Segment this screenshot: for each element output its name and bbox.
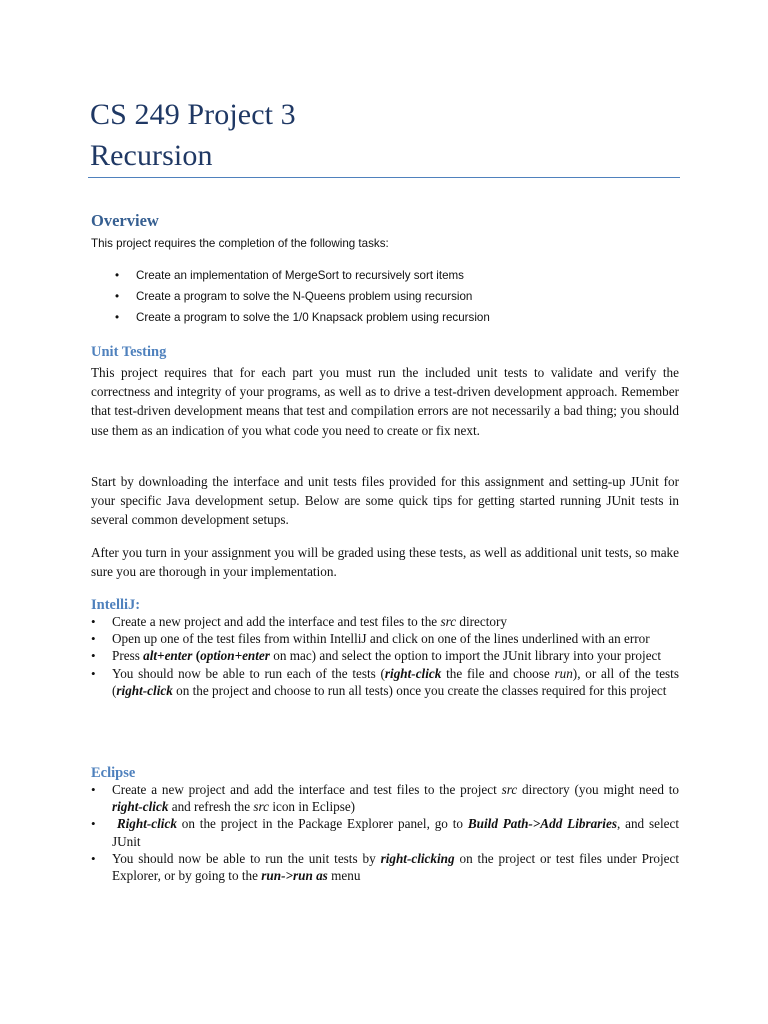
bullet-icon: • [91,850,96,866]
unit-testing-heading: Unit Testing [91,344,167,360]
title-divider [88,177,680,178]
unit-testing-paragraph-1: This project requires that for each part you must run the included unit tests to validate and verify the correctness and integrity of your programs, as well as to drive a test-driven development approach. Remember that test-driven development means that test and compilation errors are not necessarily a bad thing; you should use them as an indication of you what code you need to create or fix next. [91,365,679,438]
intellij-heading: IntelliJ: [91,597,141,613]
list-item: • Create an implementation of MergeSort to recursively sort items [115,269,464,282]
list-item: • Right-click on the project in the Package Explorer panel, go to Build Path->Add Libraries, and select JUnit [91,816,680,849]
list-item: • Create a program to solve the 1/0 Knapsack problem using recursion [115,311,490,324]
bullet-icon: • [115,269,120,282]
intellij-list [91,613,679,699]
unit-testing-paragraph-3: After you turn in your assignment you will be graded using these tests, as well as additional unit tests, so make sure you are thorough in your implementation. [91,545,679,580]
unit-testing-paragraph-2: Start by downloading the interface and unit tests files provided for this assignment and setting-up JUnit for your specific Java development setup. Below are some quick tips for getting started running JUnit tests in several common development setups. [91,474,679,528]
list-item: • You should now be able to run each of the tests (right-click the file and choose run), or all of the tests (right-click on the project and choose to run all tests) once you create the classes required for this project [91,665,679,698]
list-item: • Create a new project and add the interface and test files to the src directory [91,614,507,629]
bullet-icon: • [91,631,96,647]
bullet-icon: • [91,782,96,797]
list-item: • Press alt+enter (option+enter on mac) and select the option to import the JUnit library into your project [91,648,662,664]
overview-heading: Overview [91,211,159,230]
document-title [90,94,296,176]
title-line-2: Recursion [90,139,213,172]
eclipse-list [91,781,679,884]
list-item: • Create a program to solve the N-Queens problem using recursion [115,290,473,303]
eclipse-heading: Eclipse [91,765,136,781]
bullet-icon: • [91,648,96,664]
list-item: • Open up one of the test files from within IntelliJ and click on one of the lines underlined with an error [91,631,650,647]
bullet-icon: • [91,665,96,681]
bullet-icon: • [115,311,120,324]
bullet-icon: • [91,614,96,629]
title-line-1: CS 249 Project 3 [90,98,296,131]
bullet-icon: • [115,290,120,303]
task-list [91,268,490,331]
overview-intro: This project requires the completion of the following tasks: [91,237,389,250]
list-item: • You should now be able to run the unit tests by right-clicking on the project or test files under Project Explorer, or by going to the run->run as menu [91,850,679,884]
bullet-icon: • [91,816,96,832]
list-item: • Create a new project and add the interface and test files to the project src directory (you might need to right-click and refresh the src icon in Eclipse) [91,782,679,815]
